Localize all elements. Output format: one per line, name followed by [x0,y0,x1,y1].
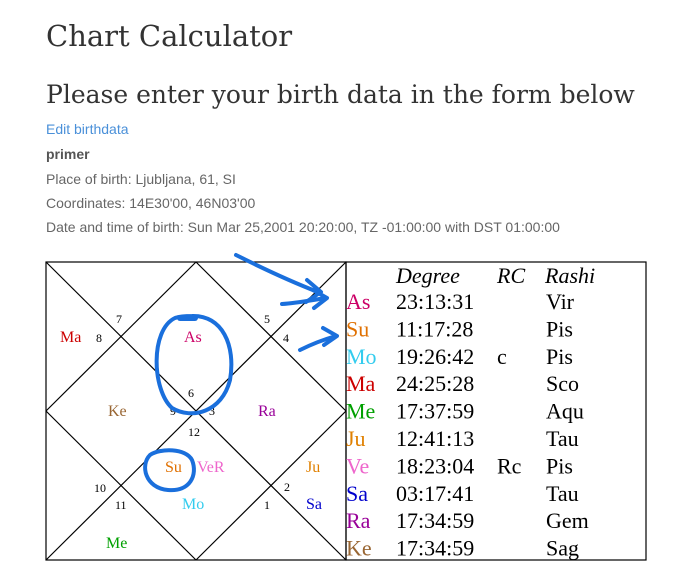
rashi-cell: Vir [546,289,575,314]
chart-planet-me: Me [106,535,128,552]
rashi-cell: Pis [546,453,573,479]
rc-cell: c [497,343,507,369]
degree-cell: 17:37:59 [396,398,475,424]
page-title: Chart Calculator [46,19,293,53]
rashi-cell: Tau [546,426,579,451]
planet-cell: Me [346,398,376,424]
planet-cell: Ke [346,535,372,561]
degree-cell: 19:26:42 [396,343,475,369]
rashi-cell: Pis [546,343,573,369]
annotation-layer [145,255,337,490]
planet-cell: Mo [346,343,377,369]
house-number: 3 [209,404,215,418]
chart-planet-ju: Ju [306,459,321,476]
chart-name: primer [46,146,90,162]
table-row [346,316,573,341]
house-number: 12 [188,425,200,439]
edit-birthdata-link[interactable]: Edit birthdata [46,121,129,137]
chart-planet-ma: Ma [60,329,82,346]
planet-cell: Ma [346,371,376,397]
house-number: 7 [116,312,122,326]
degree-cell: 23:13:31 [396,289,475,314]
degree-cell: 24:25:28 [396,371,475,397]
chart-planet-sa: Sa [306,496,322,513]
planet-cell: Ve [346,453,370,479]
house-number: 8 [96,331,102,345]
planet-cell: Ra [346,508,371,534]
rashi-cell: Aqu [546,398,584,424]
table-row [346,399,584,424]
rc-cell: Rc [497,453,522,479]
chart-planet-ke: Ke [108,403,127,420]
table-row [346,426,579,451]
planet-positions-table [346,262,646,561]
table-row [346,453,573,478]
birth-datetime: Date and time of birth: Sun Mar 25,2001 20:20:00, TZ -01:00:00 with DST 01:00:00 [46,219,560,235]
table-row [346,371,579,396]
form-subtitle: Please enter your birth data in the form below [46,80,635,109]
column-header-rashi: Rashi [545,263,596,288]
house-number: 1 [264,498,270,512]
table-row [346,344,573,369]
table-row [346,289,575,314]
degree-cell: 12:41:13 [396,426,475,451]
house-number: 2 [284,480,290,494]
chart-planet-ve: VeR [197,459,225,476]
house-number: 4 [283,331,289,345]
degree-cell: 17:34:59 [396,508,475,534]
column-header-rc: RC [497,263,526,288]
degree-cell: 11:17:28 [396,316,474,342]
annotation-arrow-line [236,255,318,292]
column-header-degree: Degree [396,263,460,288]
house-number: 6 [188,386,194,400]
degree-cell: 17:34:59 [396,535,475,561]
chart-planet-as: As [184,329,202,346]
house-number: 10 [94,481,106,495]
degree-cell: 18:23:04 [396,453,475,479]
table-row [346,508,589,533]
kundli-chart [46,262,346,560]
chart-planet-ra: Ra [258,403,276,420]
planet-cell: As [346,289,371,314]
chart-planet-su: Su [165,459,182,476]
place-of-birth: Place of birth: Ljubljana, 61, SI [46,171,236,187]
rashi-cell: Gem [546,508,589,534]
chart-planet-mo: Mo [182,496,205,513]
house-number: 11 [115,498,127,512]
degree-cell: 03:17:41 [396,480,475,506]
planet-cell: Su [346,316,370,342]
house-number: 5 [264,312,270,326]
house-number: 9 [170,404,176,418]
rashi-cell: Sco [546,371,579,397]
rashi-cell: Pis [546,316,573,342]
rashi-cell: Sag [546,535,579,561]
planet-cell: Ju [346,426,366,451]
table-border [346,262,646,560]
rashi-cell: Tau [546,480,579,506]
coordinates: Coordinates: 14E30'00, 46N03'00 [46,195,256,211]
table-row [346,481,579,506]
planet-cell: Sa [346,480,368,506]
table-row [346,536,579,561]
